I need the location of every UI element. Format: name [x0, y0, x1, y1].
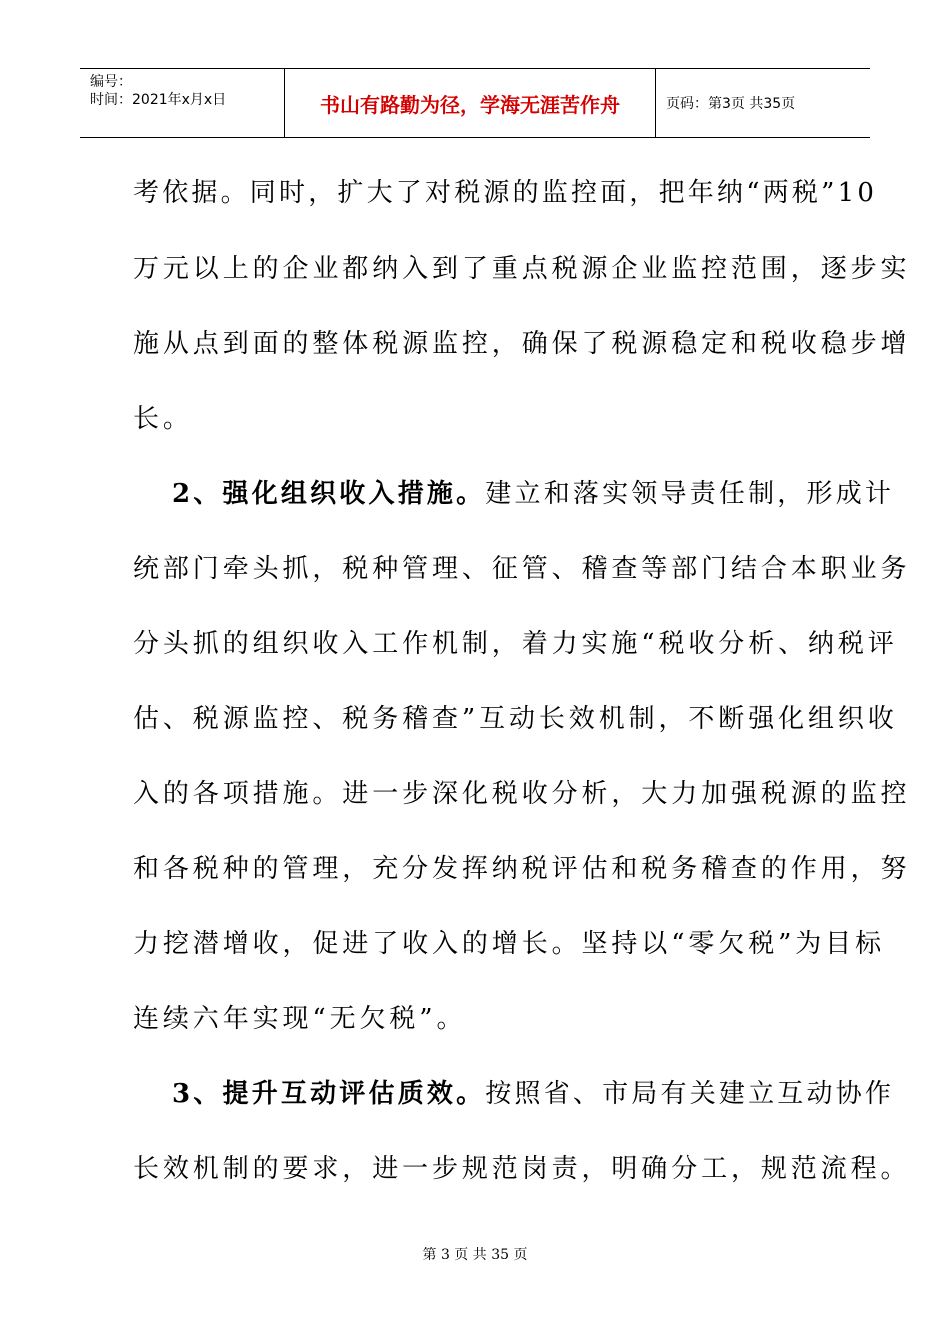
paragraph-line: 力挖潜增收，促进了收入的增长。坚持以“零欠税”为目标: [133, 929, 885, 959]
paragraph-line: 施从点到面的整体税源监控，确保了税源稳定和税收稳步增: [133, 329, 911, 359]
doc-time-label: 时间：2021年x月x日: [90, 92, 227, 108]
paragraph-line: 考依据。同时，扩大了对税源的监控面，把年纳“两税”10: [133, 178, 878, 208]
section-item-2: [172, 479, 894, 509]
page-header: [80, 68, 870, 138]
section-item-3: [172, 1079, 894, 1109]
paragraph-line: 万元以上的企业都纳入到了重点税源企业监控范围，逐步实: [133, 254, 911, 284]
page-footer: 第 3 页 共 35 页: [422, 1247, 528, 1263]
paragraph-line: 统部门牵头抓，税种管理、征管、稽查等部门结合本职业务: [133, 554, 911, 584]
paragraph-line: 和各税种的管理，充分发挥纳税评估和税务稽查的作用，努: [133, 854, 911, 884]
paragraph-line: 入的各项措施。进一步深化税收分析，大力加强税源的监控: [133, 779, 911, 809]
header-meta: [80, 69, 285, 137]
paragraph-line: 连续六年实现“无欠税”。: [133, 1004, 467, 1034]
section-heading-2: 2、强化组织收入措施。: [172, 479, 486, 509]
doc-code-label: 编号：: [90, 74, 132, 90]
paragraph-line: 长。: [133, 404, 193, 434]
section-heading-3: 3、提升互动评估质效。: [172, 1079, 486, 1109]
section-text-2: 建立和落实领导责任制，形成计: [485, 479, 895, 509]
paragraph-line: 分头抓的组织收入工作机制，着力实施“税收分析、纳税评: [133, 629, 898, 659]
header-page-info: 页码：第3页 共35页: [666, 96, 796, 112]
section-text-3: 按照省、市局有关建立互动协作: [485, 1079, 895, 1109]
paragraph-line: 长效机制的要求，进一步规范岗责，明确分工，规范流程。: [133, 1154, 911, 1184]
paragraph-line: 估、税源监控、税务稽查”互动长效机制，不断强化组织收: [133, 704, 898, 734]
header-motto: 书山有路勤为径，学海无涯苦作舟: [285, 69, 656, 137]
